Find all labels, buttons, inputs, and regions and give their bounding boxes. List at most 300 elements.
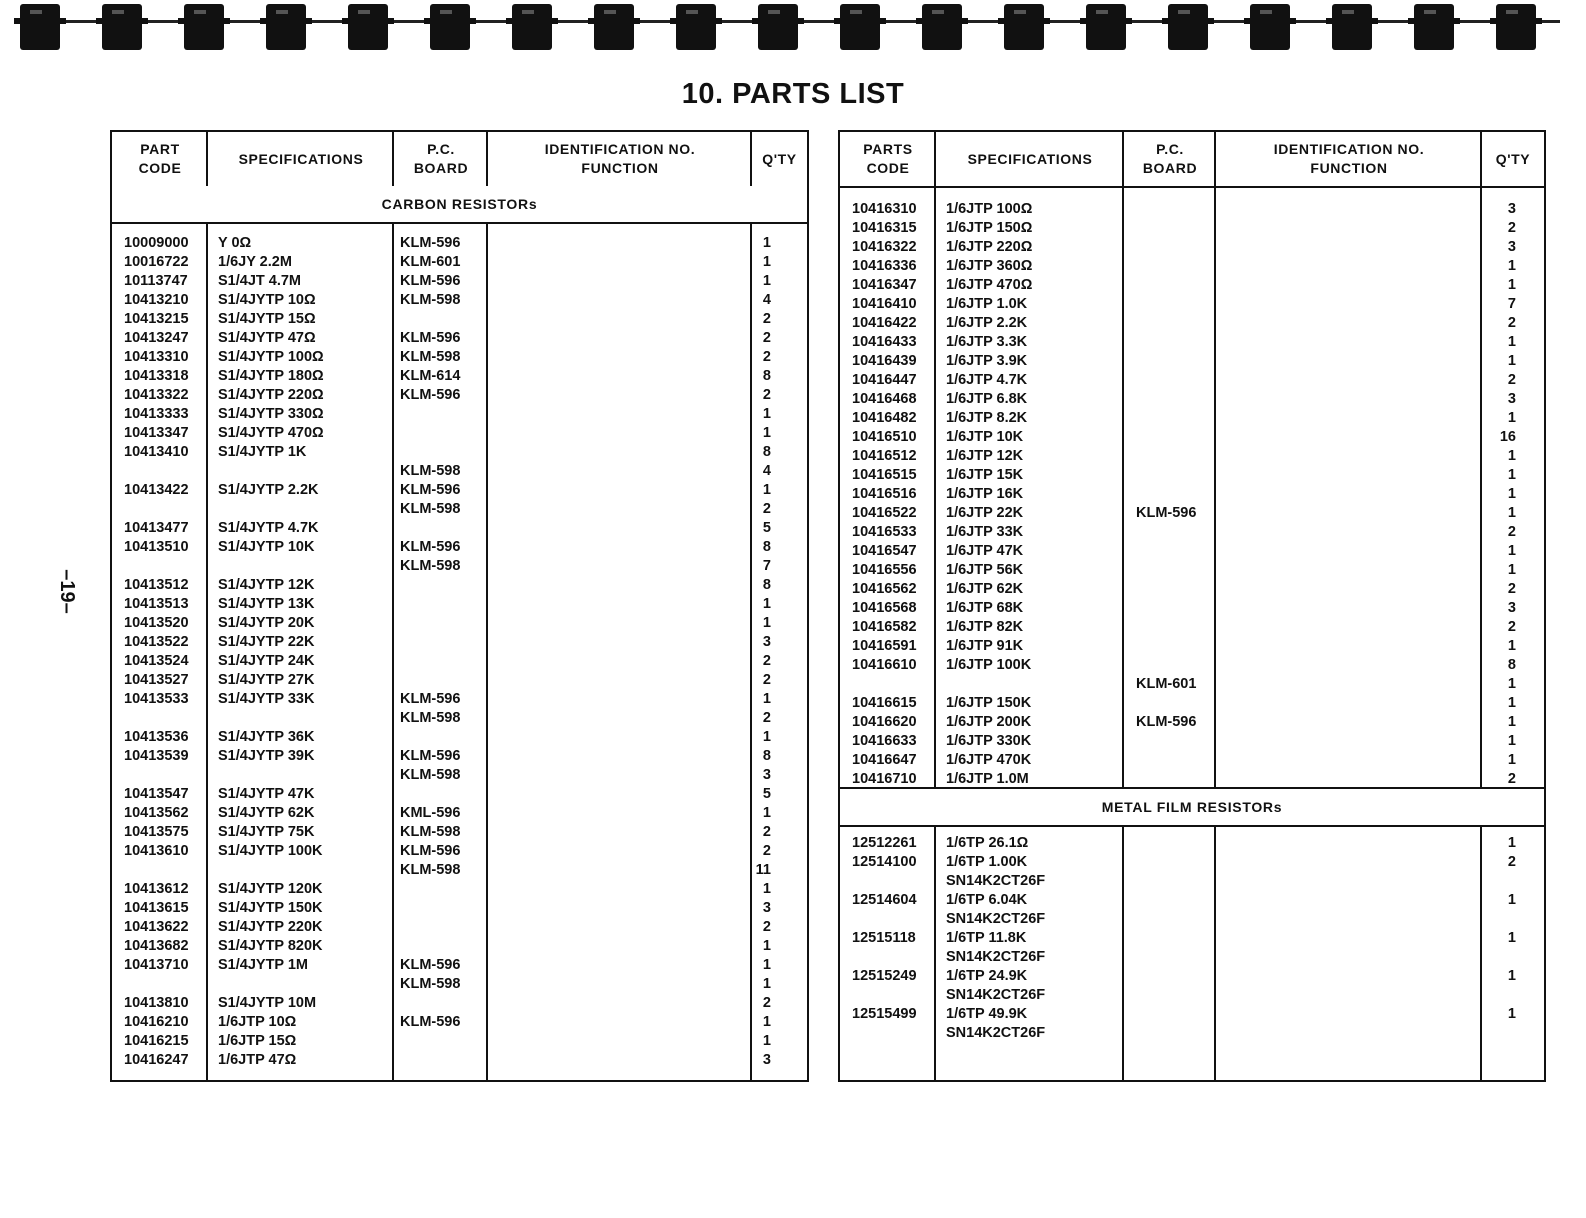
header-identification: IDENTIFICATION NO. FUNCTION [1273, 141, 1425, 176]
part-code-cell: 10416482 [852, 410, 917, 426]
specification-cell: S1/4JYTP 1M [218, 957, 309, 973]
table-header [840, 132, 1544, 188]
part-code-cell: 10413562 [124, 805, 189, 821]
table-header [112, 132, 807, 188]
specification-cell: S1/4JYTP 820K [218, 938, 323, 954]
table-row [112, 576, 807, 595]
qty-cell: 8 [762, 539, 771, 555]
specification-cell: 1/6TP 49.9K [946, 1006, 1028, 1022]
qty-cell: 2 [762, 653, 771, 669]
part-code-cell: 10413477 [124, 520, 189, 536]
table-row [840, 910, 1544, 929]
pc-board-cell: KLM-598 [400, 767, 461, 783]
specification-cell: S1/4JYTP 39K [218, 748, 315, 764]
part-code-cell: 10416322 [852, 239, 917, 255]
part-code-cell: 10413536 [124, 729, 189, 745]
table-row [112, 405, 807, 424]
pc-board-cell: KLM-598 [400, 292, 461, 308]
qty-cell: 2 [762, 824, 771, 840]
table-row [840, 891, 1544, 910]
part-code-cell: 10416447 [852, 372, 917, 388]
qty-cell: 1 [1507, 638, 1516, 654]
qty-cell: 5 [762, 786, 771, 802]
table-row [112, 481, 807, 500]
specification-cell: S1/4JYTP 10M [218, 995, 317, 1011]
specification-cell: 1/6TP 24.9K [946, 968, 1028, 984]
specification-cell: S1/4JYTP 4.7K [218, 520, 319, 536]
qty-cell: 1 [1507, 714, 1516, 730]
qty-cell: 1 [762, 881, 771, 897]
specification-cell: S1/4JYTP 10K [218, 539, 315, 555]
specification-cell: Y 0Ω [218, 235, 252, 251]
pc-board-cell: KLM-598 [400, 710, 461, 726]
qty-cell: 1 [1507, 892, 1516, 908]
part-code-cell: 10413247 [124, 330, 189, 346]
part-code-cell: 10413512 [124, 577, 189, 593]
pc-board-cell: KLM-596 [1136, 505, 1197, 521]
part-code-cell: 10413575 [124, 824, 189, 840]
qty-cell: 8 [762, 748, 771, 764]
qty-cell: 3 [1507, 201, 1516, 217]
pc-board-cell: KML-596 [400, 805, 461, 821]
qty-cell: 3 [762, 1052, 771, 1068]
table-row [840, 637, 1544, 656]
part-code-cell: 10413422 [124, 482, 189, 498]
part-code-cell: 10413547 [124, 786, 189, 802]
table-row [112, 880, 807, 899]
part-code-cell: 10416515 [852, 467, 917, 483]
table-row [840, 390, 1544, 409]
qty-cell: 2 [762, 501, 771, 517]
specification-cell: 1/6JTP 3.3K [946, 334, 1028, 350]
pc-board-cell: KLM-596 [400, 957, 461, 973]
pc-board-cell: KLM-596 [400, 482, 461, 498]
qty-cell: 1 [1507, 543, 1516, 559]
qty-cell: 1 [1507, 486, 1516, 502]
qty-cell: 1 [1507, 733, 1516, 749]
table-row [112, 918, 807, 937]
part-code-cell: 10416510 [852, 429, 917, 445]
qty-cell: 2 [762, 387, 771, 403]
qty-cell: 1 [1507, 930, 1516, 946]
qty-cell: 2 [1507, 524, 1516, 540]
part-code-cell: 10416439 [852, 353, 917, 369]
pc-board-cell: KLM-598 [400, 976, 461, 992]
part-code-cell: 10416247 [124, 1052, 189, 1068]
specification-cell: 1/6TP 26.1Ω [946, 835, 1029, 851]
part-code-cell: 10416433 [852, 334, 917, 350]
table-row [112, 937, 807, 956]
metal-film-resistor-rows [840, 834, 1544, 1043]
specification-cell: 1/6JTP 330K [946, 733, 1032, 749]
part-code-cell: 10416210 [124, 1014, 189, 1030]
qty-cell: 1 [762, 235, 771, 251]
specification-cell: 1/6JTP 47Ω [218, 1052, 297, 1068]
qty-cell: 1 [1507, 258, 1516, 274]
part-code-cell: 10416422 [852, 315, 917, 331]
qty-cell: 1 [1507, 448, 1516, 464]
table-row [840, 599, 1544, 618]
table-row [840, 504, 1544, 523]
specification-cell: S1/4JYTP 470Ω [218, 425, 324, 441]
part-code-cell: 10416568 [852, 600, 917, 616]
table-row [112, 994, 807, 1013]
table-row [840, 1024, 1544, 1043]
specification-cell: 1/6JTP 12K [946, 448, 1024, 464]
specification-cell: 1/6JTP 220Ω [946, 239, 1033, 255]
part-code-cell: 10413310 [124, 349, 189, 365]
part-code-cell: 10413615 [124, 900, 189, 916]
part-code-cell: 10416336 [852, 258, 917, 274]
table-row [112, 1051, 807, 1070]
part-code-cell: 12515249 [852, 968, 917, 984]
qty-cell: 8 [762, 444, 771, 460]
specification-cell: S1/4JYTP 100K [218, 843, 323, 859]
part-code-cell: 10413333 [124, 406, 189, 422]
table-row [840, 967, 1544, 986]
specification-cell: 1/6JTP 3.9K [946, 353, 1028, 369]
table-row [112, 424, 807, 443]
pc-board-cell: KLM-596 [400, 1014, 461, 1030]
table-row [112, 443, 807, 462]
pc-board-cell: KLM-596 [400, 273, 461, 289]
specification-cell: S1/4JYTP 27K [218, 672, 315, 688]
qty-cell: 2 [762, 311, 771, 327]
part-code-cell: 10416556 [852, 562, 917, 578]
qty-cell: 1 [1507, 695, 1516, 711]
specification-cell: 1/6TP 11.8K [946, 930, 1027, 946]
table-row [840, 219, 1544, 238]
pc-board-cell: KLM-598 [400, 824, 461, 840]
specification-cell: 1/6JTP 82K [946, 619, 1024, 635]
table-row [112, 823, 807, 842]
qty-cell: 1 [762, 957, 771, 973]
qty-cell: 1 [762, 254, 771, 270]
pc-board-cell: KLM-598 [400, 463, 461, 479]
pc-board-cell: KLM-596 [400, 843, 461, 859]
specification-cell: 1/6JTP 200K [946, 714, 1032, 730]
specification-cell: S1/4JYTP 12K [218, 577, 315, 593]
table-row [840, 409, 1544, 428]
part-code-cell: 12514604 [852, 892, 917, 908]
table-row [112, 671, 807, 690]
qty-cell: 1 [762, 691, 771, 707]
specification-cell: 1/6JTP 1.0K [946, 296, 1028, 312]
part-code-cell: 10413347 [124, 425, 189, 441]
qty-cell: 2 [762, 710, 771, 726]
qty-cell: 2 [762, 919, 771, 935]
part-code-cell: 10416582 [852, 619, 917, 635]
qty-cell: 2 [762, 330, 771, 346]
qty-cell: 1 [1507, 968, 1516, 984]
qty-cell: 8 [1507, 657, 1516, 673]
table-row [840, 929, 1544, 948]
table-row [112, 367, 807, 386]
specification-cell: S1/4JYTP 62K [218, 805, 315, 821]
table-row [840, 276, 1544, 295]
qty-cell: 1 [762, 1033, 771, 1049]
section-carbon-resistors: CARBON RESISTORs [112, 186, 807, 224]
specification-cell: S1/4JYTP 150K [218, 900, 323, 916]
table-row [112, 272, 807, 291]
qty-cell: 1 [762, 406, 771, 422]
table-row [840, 853, 1544, 872]
specification-cell: 1/6JTP 47K [946, 543, 1024, 559]
page-title: 10. PARTS LIST [681, 78, 905, 110]
part-code-cell: 10413513 [124, 596, 189, 612]
part-code-cell: 10413682 [124, 938, 189, 954]
part-code-cell: 10416591 [852, 638, 917, 654]
table-row [112, 1032, 807, 1051]
pc-board-cell: KLM-596 [400, 748, 461, 764]
qty-cell: 11 [755, 862, 771, 878]
spiral-binding [20, 0, 1560, 64]
qty-cell: 8 [762, 368, 771, 384]
parts-table-left [110, 130, 809, 1082]
header-pc-board: P.C. BOARD [1142, 141, 1198, 176]
pc-board-cell: KLM-596 [400, 235, 461, 251]
specification-cell: 1/6JTP 56K [946, 562, 1024, 578]
parts-table-right [838, 130, 1546, 1082]
specification-cell: S1/4JYTP 24K [218, 653, 315, 669]
table-row [840, 656, 1544, 675]
part-code-cell: 10416410 [852, 296, 917, 312]
pc-board-cell: KLM-596 [400, 539, 461, 555]
pc-board-cell: KLM-614 [400, 368, 461, 384]
part-code-cell: 10413322 [124, 387, 189, 403]
part-code-cell: 10413527 [124, 672, 189, 688]
specification-cell: 1/6JTP 150Ω [946, 220, 1033, 236]
qty-cell: 1 [762, 273, 771, 289]
qty-cell: 1 [1507, 334, 1516, 350]
specification-cell: S1/4JYTP 47Ω [218, 330, 316, 346]
specification-cell: S1/4JYTP 20K [218, 615, 315, 631]
specification-cell: S1/4JYTP 75K [218, 824, 315, 840]
specification-cell: 1/6TP 6.04K [946, 892, 1028, 908]
qty-cell: 2 [762, 843, 771, 859]
qty-cell: 1 [1507, 562, 1516, 578]
qty-cell: 1 [1507, 353, 1516, 369]
part-code-cell: 10413522 [124, 634, 189, 650]
specification-cell: S1/4JT 4.7M [218, 273, 302, 289]
specification-cell: S1/4JYTP 220Ω [218, 387, 324, 403]
table-row [840, 713, 1544, 732]
table-row [840, 333, 1544, 352]
part-code-cell: 10413610 [124, 843, 189, 859]
table-row [112, 899, 807, 918]
specification-cell: 1/6JTP 10Ω [218, 1014, 297, 1030]
specification-cell: 1/6JTP 1.0M [946, 771, 1029, 787]
pc-board-cell: KLM-598 [400, 862, 461, 878]
specification-cell: 1/6JTP 62K [946, 581, 1024, 597]
qty-cell: 1 [762, 976, 771, 992]
part-code-cell: 10413710 [124, 957, 189, 973]
part-code-cell: 10416562 [852, 581, 917, 597]
qty-cell: 7 [762, 558, 771, 574]
part-code-cell: 10416516 [852, 486, 917, 502]
table-row [840, 834, 1544, 853]
table-row [112, 519, 807, 538]
part-code-cell: 10416347 [852, 277, 917, 293]
qty-cell: 7 [1507, 296, 1516, 312]
specification-cell: S1/4JYTP 2.2K [218, 482, 319, 498]
table-row [840, 352, 1544, 371]
specification-cell: SN14K2CT26F [946, 873, 1046, 889]
qty-cell: 3 [762, 900, 771, 916]
specification-cell: SN14K2CT26F [946, 1025, 1046, 1041]
table-row [840, 561, 1544, 580]
specification-cell: 1/6JTP 100Ω [946, 201, 1033, 217]
qty-cell: 2 [1507, 771, 1516, 787]
table-row [112, 785, 807, 804]
table-row [112, 557, 807, 576]
table-row [112, 1013, 807, 1032]
table-row [840, 675, 1544, 694]
table-row [840, 428, 1544, 447]
table-row [112, 462, 807, 481]
table-row [112, 253, 807, 272]
pc-board-cell: KLM-596 [400, 691, 461, 707]
table-row [112, 310, 807, 329]
part-code-cell: 10416633 [852, 733, 917, 749]
table-row [840, 580, 1544, 599]
header-parts-code: PARTS CODE [863, 141, 913, 176]
table-row [112, 500, 807, 519]
header-qty: Q'TY [1495, 150, 1531, 167]
pc-board-cell: KLM-598 [400, 558, 461, 574]
table-row [112, 690, 807, 709]
pc-board-cell: KLM-598 [400, 501, 461, 517]
qty-cell: 1 [1507, 505, 1516, 521]
qty-cell: 5 [762, 520, 771, 536]
specification-cell: S1/4JYTP 47K [218, 786, 315, 802]
header-pc-board: P.C. BOARD [413, 141, 469, 176]
part-code-cell: 10416522 [852, 505, 917, 521]
specification-cell: 1/6TP 1.00K [946, 854, 1028, 870]
specification-cell: SN14K2CT26F [946, 911, 1046, 927]
specification-cell: 1/6JTP 470Ω [946, 277, 1033, 293]
part-code-cell: 10416533 [852, 524, 917, 540]
table-row [112, 975, 807, 994]
qty-cell: 1 [762, 596, 771, 612]
part-code-cell: 10413810 [124, 995, 189, 1011]
pc-board-cell: KLM-596 [1136, 714, 1197, 730]
pc-board-cell: KLM-596 [400, 330, 461, 346]
table-row [840, 542, 1544, 561]
part-code-cell: 10413410 [124, 444, 189, 460]
specification-cell: S1/4JYTP 330Ω [218, 406, 324, 422]
qty-cell: 2 [1507, 854, 1516, 870]
qty-cell: 3 [1507, 600, 1516, 616]
part-code-cell: 10416468 [852, 391, 917, 407]
pc-board-cell: KLM-601 [1136, 676, 1197, 692]
specification-cell: SN14K2CT26F [946, 987, 1046, 1003]
carbon-resistor-rows [112, 234, 807, 1070]
table-row [112, 595, 807, 614]
specification-cell: S1/4JYTP 36K [218, 729, 315, 745]
part-code-cell: 10413612 [124, 881, 189, 897]
specification-cell: 1/6JTP 6.8K [946, 391, 1028, 407]
table-row [840, 295, 1544, 314]
qty-cell: 2 [1507, 315, 1516, 331]
part-code-cell: 10413520 [124, 615, 189, 631]
qty-cell: 2 [1507, 581, 1516, 597]
qty-cell: 1 [762, 615, 771, 631]
table-row [840, 694, 1544, 713]
specification-cell: 1/6JTP 22K [946, 505, 1024, 521]
qty-cell: 3 [1507, 391, 1516, 407]
header-specifications: SPECIFICATIONS [967, 150, 1093, 167]
qty-cell: 16 [1499, 429, 1516, 445]
header-qty: Q'TY [762, 150, 797, 167]
table-row [840, 523, 1544, 542]
specification-cell: S1/4JYTP 10Ω [218, 292, 316, 308]
table-row [112, 291, 807, 310]
part-code-cell: 10413524 [124, 653, 189, 669]
specification-cell: S1/4JYTP 22K [218, 634, 315, 650]
qty-cell: 2 [762, 349, 771, 365]
qty-cell: 2 [762, 672, 771, 688]
specification-cell: S1/4JYTP 100Ω [218, 349, 324, 365]
table-row [112, 348, 807, 367]
table-row [112, 538, 807, 557]
qty-cell: 4 [762, 463, 771, 479]
qty-cell: 1 [762, 425, 771, 441]
specification-cell: S1/4JYTP 220K [218, 919, 323, 935]
part-code-cell: 10016722 [124, 254, 189, 270]
qty-cell: 4 [762, 292, 771, 308]
table-row [840, 466, 1544, 485]
table-row [840, 618, 1544, 637]
qty-cell: 1 [1507, 835, 1516, 851]
qty-cell: 1 [762, 1014, 771, 1030]
specification-cell: 1/6JTP 470K [946, 752, 1032, 768]
qty-cell: 1 [1507, 1006, 1516, 1022]
header-part-code: PART CODE [138, 141, 182, 176]
specification-cell: S1/4JYTP 120K [218, 881, 323, 897]
part-code-cell: 10416547 [852, 543, 917, 559]
table-row [840, 751, 1544, 770]
table-row [112, 766, 807, 785]
qty-cell: 1 [1507, 676, 1516, 692]
table-row [840, 948, 1544, 967]
qty-cell: 1 [1507, 410, 1516, 426]
qty-cell: 2 [1507, 220, 1516, 236]
qty-cell: 2 [762, 995, 771, 1011]
specification-cell: SN14K2CT26F [946, 949, 1046, 965]
part-code-cell: 10413215 [124, 311, 189, 327]
section-metal-film-resistors: METAL FILM RESISTORs [840, 787, 1544, 827]
table-row [112, 956, 807, 975]
specification-cell: 1/6JTP 10K [946, 429, 1024, 445]
specification-cell: 1/6JTP 68K [946, 600, 1024, 616]
part-code-cell: 12515499 [852, 1006, 917, 1022]
part-code-cell: 10413622 [124, 919, 189, 935]
part-code-cell: 10416647 [852, 752, 917, 768]
table-row [840, 485, 1544, 504]
specification-cell: 1/6JTP 91K [946, 638, 1024, 654]
specification-cell: 1/6JTP 16K [946, 486, 1024, 502]
specification-cell: S1/4JYTP 33K [218, 691, 315, 707]
qty-cell: 1 [762, 729, 771, 745]
part-code-cell: 10413539 [124, 748, 189, 764]
table-row [112, 728, 807, 747]
header-specifications: SPECIFICATIONS [238, 150, 364, 167]
specification-cell: 1/6JTP 100K [946, 657, 1032, 673]
table-row [840, 200, 1544, 219]
specification-cell: S1/4JYTP 15Ω [218, 311, 316, 327]
part-code-cell: 10416615 [852, 695, 917, 711]
